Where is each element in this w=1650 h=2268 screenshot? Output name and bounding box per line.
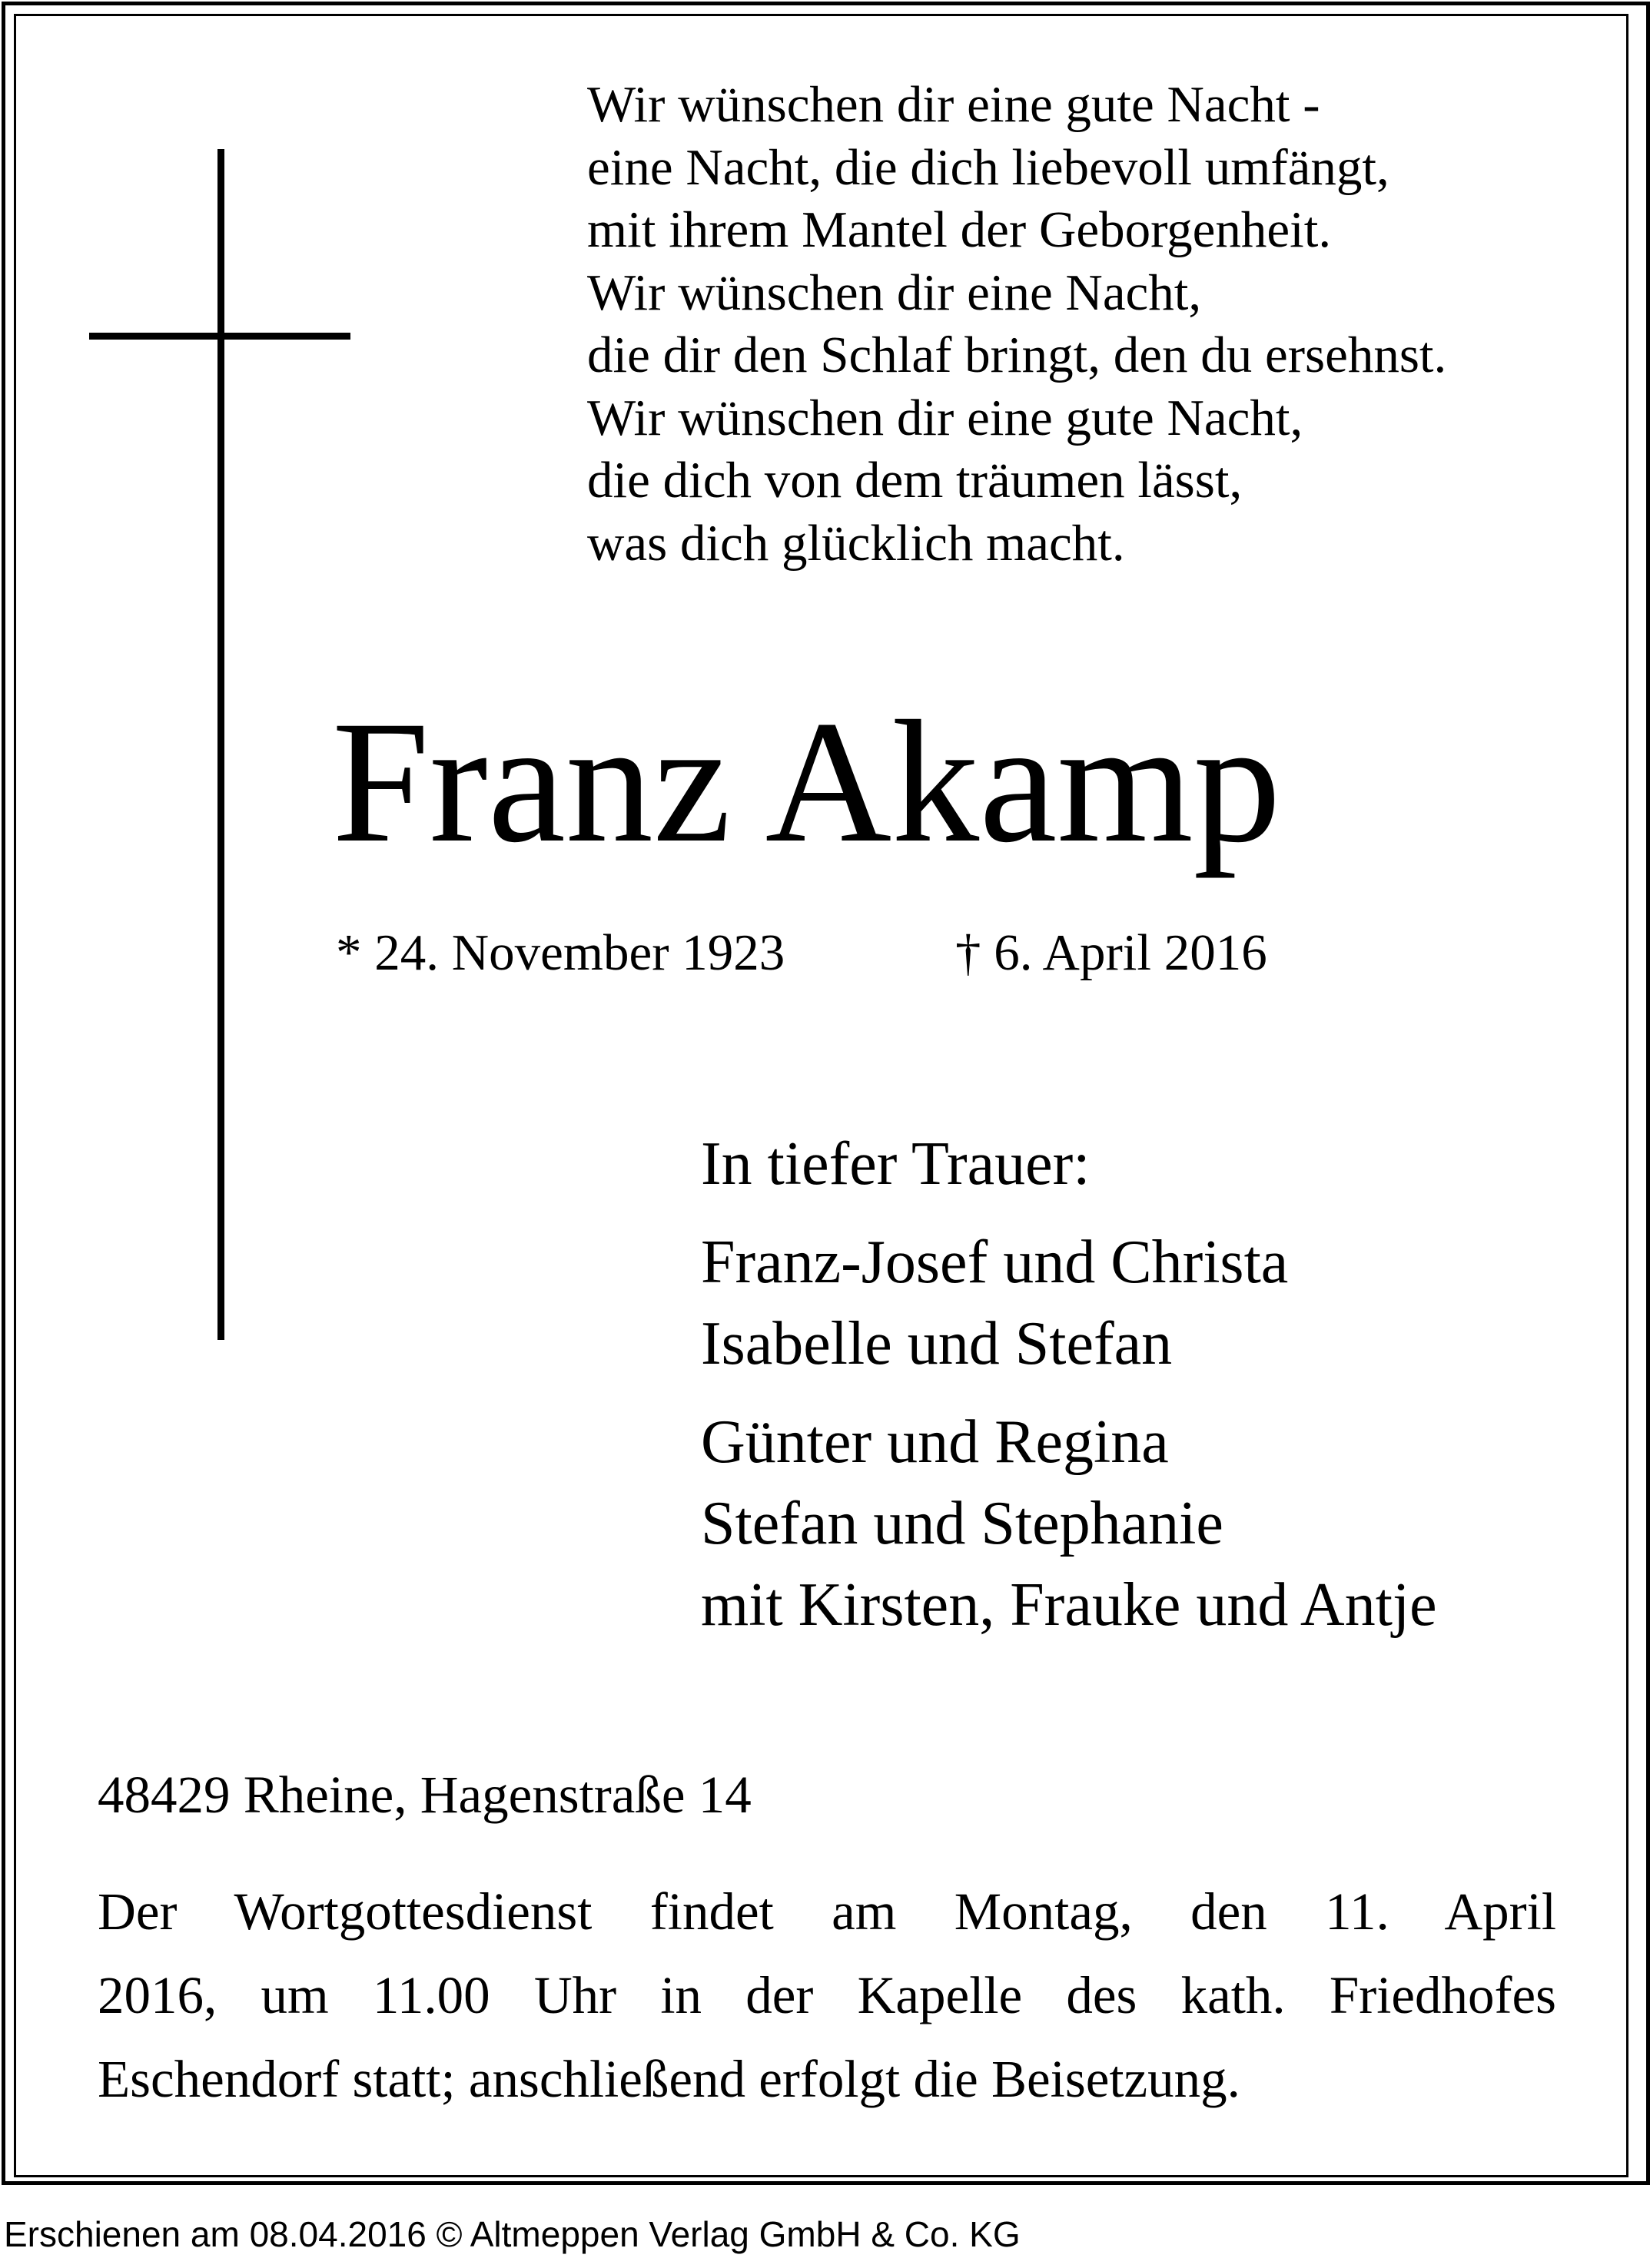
cross-horizontal-bar (89, 333, 350, 340)
cross-vertical-bar (217, 149, 224, 1340)
mourners-block (701, 1123, 1437, 1646)
poem-line: Wir wünschen dir eine Nacht, (587, 264, 1202, 321)
mourner-line: Stefan und Stephanie (701, 1490, 1223, 1557)
poem-line: Wir wünschen dir eine gute Nacht - (587, 76, 1320, 133)
poem-line: eine Nacht, die dich liebevoll umfängt, (587, 138, 1389, 196)
deceased-name: Franz Akamp (332, 685, 1281, 879)
service-notice (98, 1870, 1556, 2121)
poem-line: mit ihrem Mantel der Geborgenheit. (587, 201, 1332, 258)
mourners-heading: In tiefer Trauer: (701, 1130, 1091, 1198)
poem-line: was dich glücklich macht. (587, 514, 1125, 572)
poem-line: Wir wünschen dir eine gute Nacht, (587, 389, 1303, 446)
service-line: 2016, um 11.00 Uhr in der Kapelle des kath. Friedhofes (98, 1966, 1556, 2024)
mourner-line: Günter und Regina (701, 1408, 1169, 1476)
poem-line: die dich von dem träumen lässt, (587, 452, 1243, 509)
address: 48429 Rheine, Hagenstraße 14 (98, 1766, 752, 1824)
poem-line: die dir den Schlaf bringt, den du ersehnst. (587, 327, 1447, 383)
service-line: Der Wortgottesdienst findet am Montag, den 11. April (98, 1882, 1556, 1941)
mourner-line: Franz-Josef und Christa (701, 1228, 1289, 1296)
service-line: Eschendorf statt; anschließend erfolgt die Beisetzung. (98, 2050, 1240, 2108)
mourner-line: mit Kirsten, Frauke und Antje (701, 1571, 1437, 1639)
death-date: † 6. April 2016 (955, 924, 1267, 981)
birth-date: * 24. November 1923 (336, 924, 785, 981)
poem (587, 74, 1446, 575)
mourner-line: Isabelle und Stefan (701, 1310, 1173, 1378)
publication-footer: Erschienen am 08.04.2016 © Altmeppen Verlag GmbH & Co. KG (4, 2214, 1021, 2254)
